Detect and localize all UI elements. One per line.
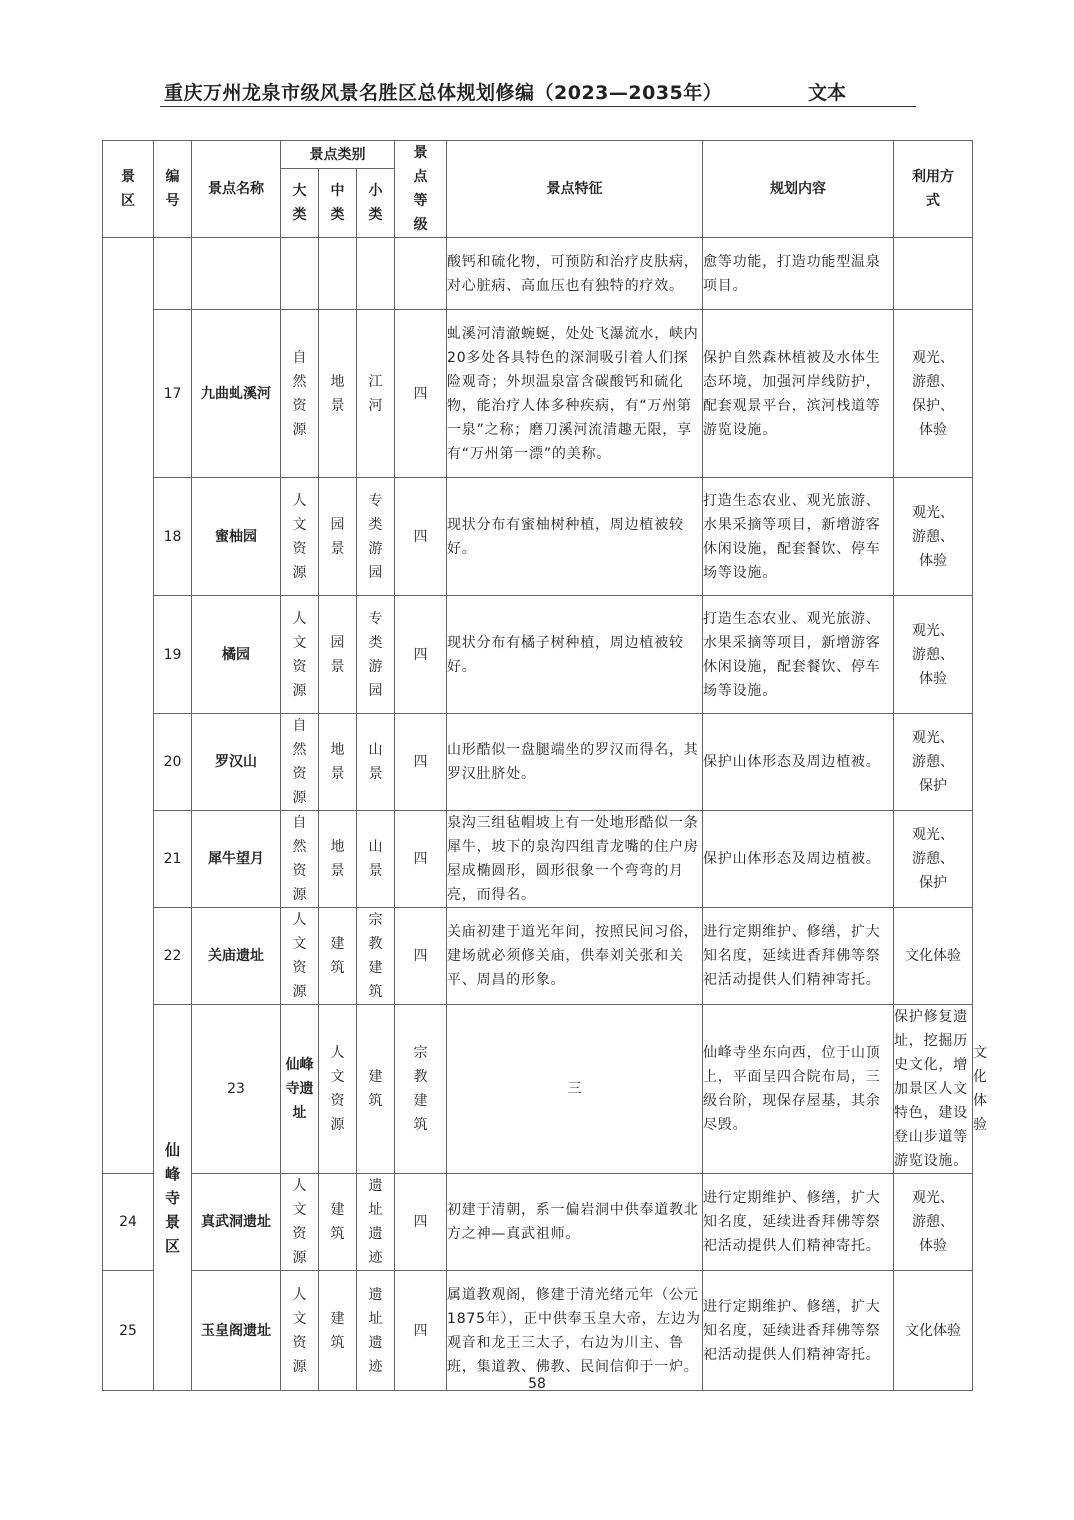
document-title: 重庆万州龙泉市级风景名胜区总体规划修编（2023—2035年） [164,82,723,104]
category-major: 人 文 资 源 [281,478,319,596]
table-row [103,310,973,478]
table-row [103,908,973,1005]
plan-cell: 进行定期维护、修缮，扩大知名度，延续进香拜佛等祭祀活动提供人们精神寄托。 [703,1271,894,1391]
category-major: 自 然 资 源 [281,811,319,908]
spot-grade: 四 [395,1174,447,1271]
spot-name: 玉皇阁遗址 [192,1271,281,1391]
feature-cell: 属道教观阁，修建于清光绪元年（公元1875年），正中供奉玉皇大帝，左边为观音和龙王三太子，右边为川主、鲁班，集道教、佛教、民间信仰于一炉。 [447,1271,703,1391]
table-row [103,596,973,714]
spot-number: 22 [154,908,192,1005]
category-mid: 建 筑 [319,1174,357,1271]
category-mid: 园 景 [319,478,357,596]
plan-cell: 进行定期维护、修缮，扩大知名度，延续进香拜佛等祭祀活动提供人们精神寄托。 [703,1174,894,1271]
spot-grade: 四 [395,310,447,478]
region-cell-1 [103,238,154,1174]
use-cell: 文化体验 [894,908,973,1005]
table-row-continuation [103,238,973,310]
spot-number: 25 [103,1271,154,1391]
use-cell: 观光、 游憩、 保护 [894,811,973,908]
scenic-spots-table [102,140,987,1391]
category-minor: 专 类 游 园 [357,478,395,596]
table-row [103,1271,973,1391]
header-region: 景 区 [103,141,154,238]
feature-cell: 仙峰寺坐东向西，位于山顶上，平面呈四合院布局，三级台阶，现保存屋基，其余尽毁。 [703,1005,894,1174]
plan-cell: 打造生态农业、观光旅游、水果采摘等项目，新增游客休闲设施，配套餐饮、停车场等设施。 [703,478,894,596]
spot-grade: 四 [395,811,447,908]
category-major: 自 然 资 源 [281,310,319,478]
spot-number: 17 [154,310,192,478]
category-minor: 宗 教 建 筑 [357,908,395,1005]
category-major: 人 文 资 源 [281,596,319,714]
header-cat-mid: 中 类 [319,169,357,238]
spot-name: 真武洞遗址 [192,1174,281,1271]
header-cat-major: 大 类 [281,169,319,238]
category-mid: 地 景 [319,714,357,811]
table-row [103,478,973,596]
category-minor: 山 景 [357,714,395,811]
spot-number: 21 [154,811,192,908]
category-mid: 建 筑 [357,1005,395,1174]
use-cell: 观光、 游憩、 保护 [894,714,973,811]
category-minor: 江 河 [357,310,395,478]
spot-grade: 三 [447,1005,703,1174]
page-number: 58 [528,1376,546,1392]
feature-cell: 现状分布有橘子树种植，周边植被较好。 [447,596,703,714]
category-major: 人 文 资 源 [281,1271,319,1391]
document-type: 文本 [807,82,846,104]
category-mid: 地 景 [319,811,357,908]
category-minor: 山 景 [357,811,395,908]
category-major: 自 然 资 源 [281,714,319,811]
spot-name: 蜜柚园 [192,478,281,596]
header-plan: 规划内容 [703,141,894,238]
spot-grade: 四 [395,596,447,714]
spot-grade: 四 [395,714,447,811]
header-cat-minor: 小 类 [357,169,395,238]
spot-grade: 四 [395,1271,447,1391]
spot-name: 犀牛望月 [192,811,281,908]
plan-cell: 保护自然森林植被及水体生态环境，加强河岸线防护，配套观景平台，滨河栈道等游览设施。 [703,310,894,478]
plan-cell: 保护修复遗址，挖掘历史文化，增加景区人文特色，建设登山步道等游览设施。 [894,1005,973,1174]
spot-name: 仙峰寺遗址 [281,1005,319,1174]
category-mid: 建 筑 [319,1271,357,1391]
spot-number: 23 [192,1005,281,1174]
feature-cell: 现状分布有蜜柚树种植，周边植被较好。 [447,478,703,596]
header-name: 景点名称 [192,141,281,238]
spot-number: 24 [103,1174,154,1271]
plan-cell: 愈等功能，打造功能型温泉项目。 [703,238,894,310]
feature-cell: 泉沟三组毡帽坡上有一处地形酷似一条犀牛，坡下的泉沟四组青龙嘴的住户房屋成椭圆形，圆形很象一个弯弯的月亮，而得名。 [447,811,703,908]
spot-number: 19 [154,596,192,714]
category-major: 人 文 资 源 [319,1005,357,1174]
header-feature: 景点特征 [447,141,703,238]
category-mid: 园 景 [319,596,357,714]
use-cell: 观光、 游憩、 保护、 体验 [894,310,973,478]
feature-cell: 关庙初建于道光年间，按照民间习俗，建场就必须修关庙，供奉刘关张和关平、周昌的形象。 [447,908,703,1005]
feature-cell: 酸钙和硫化物，可预防和治疗皮肤病，对心脏病、高血压也有独特的疗效。 [447,238,703,310]
feature-cell: 初建于清朝，系一偏岩洞中供奉道教北方之神—真武祖师。 [447,1174,703,1271]
page-header [160,72,916,107]
spot-number: 18 [154,478,192,596]
category-mid: 建 筑 [319,908,357,1005]
spot-name: 橘园 [192,596,281,714]
feature-cell: 虬溪河清澈蜿蜒，处处飞瀑流水，峡内20多处各具特色的深洞吸引着人们探险观奇；外坝温泉富含碳酸钙和硫化物，能治疗人体多种疾病，有“万州第一泉”之称；磨刀溪河流清趣无限，享有“万州第一漂”的美称。 [447,310,703,478]
plan-cell: 保护山体形态及周边植被。 [703,811,894,908]
category-minor: 宗 教 建 筑 [395,1005,447,1174]
header-grade: 景 点 等 级 [395,141,447,238]
use-cell: 观光、 游憩、 体验 [894,1174,973,1271]
category-minor: 遗 址 遗 迹 [357,1174,395,1271]
table-row [103,714,973,811]
spot-grade: 四 [395,908,447,1005]
category-major: 人 文 资 源 [281,908,319,1005]
header-use: 利用方 式 [894,141,973,238]
region-cell-xianfengsi: 仙 峰 寺 景 区 [154,1005,192,1391]
plan-cell: 进行定期维护、修缮，扩大知名度，延续进香拜佛等祭祀活动提供人们精神寄托。 [703,908,894,1005]
category-mid: 地 景 [319,310,357,478]
table-row: 仙 峰 寺 景 区 23 仙峰寺遗址 人 文 资 源 建 筑 宗 教 建 筑 三 仙峰寺坐东向西，位于山顶上，平面呈四合院布局，三级台阶，现保存屋基，其余尽毁。 保护修复遗址，挖掘历史文化，增加景区人文特色，建设登山步道等游览设施。 文化体验 [103,1005,973,1174]
category-minor: 专 类 游 园 [357,596,395,714]
spot-number: 20 [154,714,192,811]
category-major: 人 文 资 源 [281,1174,319,1271]
category-minor: 遗 址 遗 迹 [357,1271,395,1391]
use-cell: 文化体验 [894,1271,973,1391]
spot-name: 关庙遗址 [192,908,281,1005]
header-number: 编 号 [154,141,192,238]
table-row [103,1174,973,1271]
spot-name: 九曲虬溪河 [192,310,281,478]
use-cell: 观光、 游憩、 体验 [894,478,973,596]
header-category: 景点类别 [281,141,395,169]
feature-cell: 山形酷似一盘腿端坐的罗汉而得名，其罗汉肚脐处。 [447,714,703,811]
table-row [103,811,973,908]
spot-name: 罗汉山 [192,714,281,811]
plan-cell: 保护山体形态及周边植被。 [703,714,894,811]
use-cell: 观光、 游憩、 体验 [894,596,973,714]
plan-cell: 打造生态农业、观光旅游、水果采摘等项目，新增游客休闲设施，配套餐饮、停车场等设施。 [703,596,894,714]
spot-grade: 四 [395,478,447,596]
